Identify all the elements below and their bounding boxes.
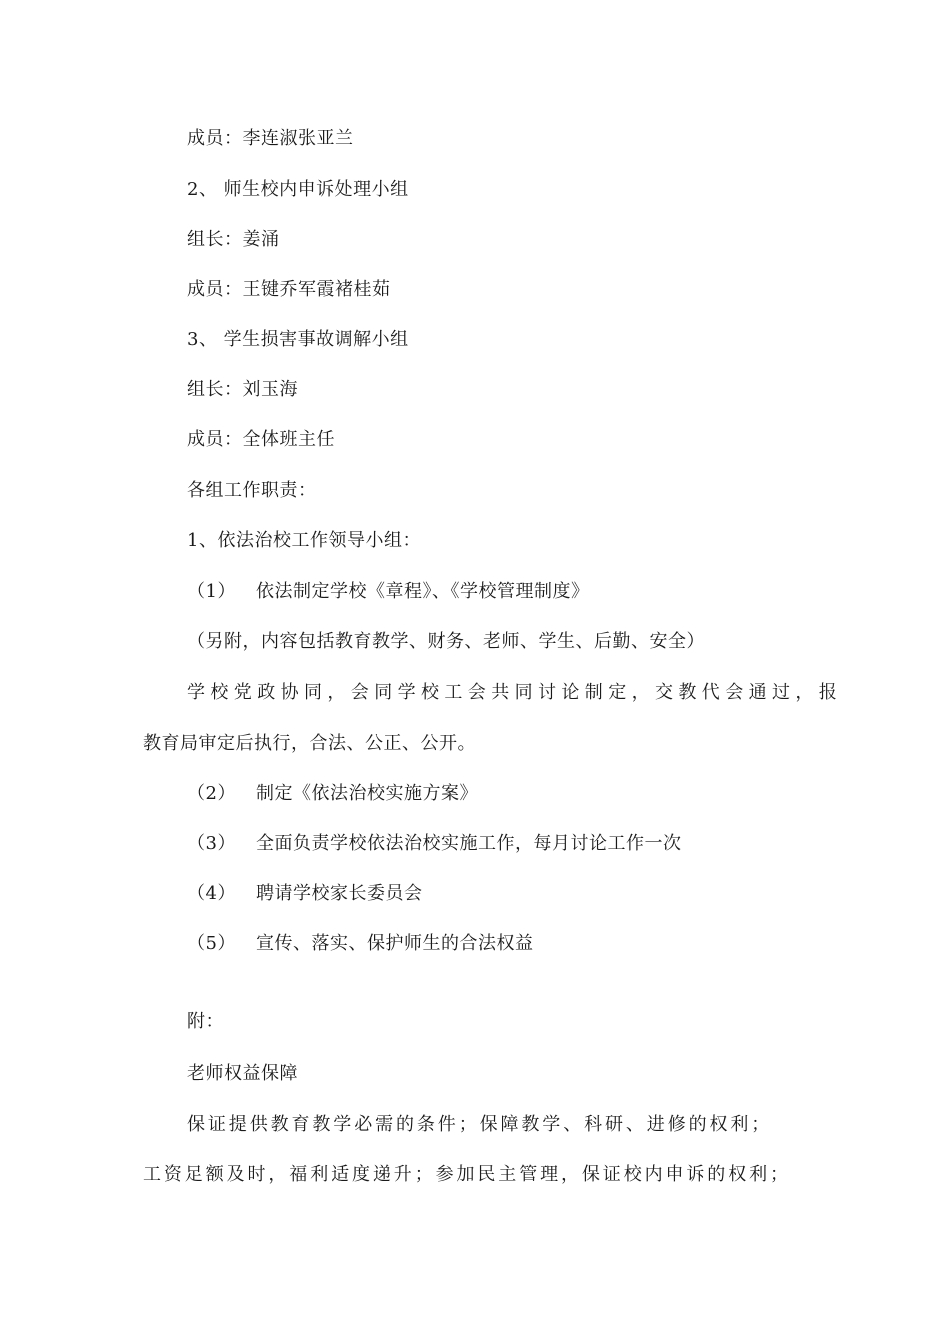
item-number: （2） bbox=[187, 783, 236, 804]
text-line: 保证提供教育教学必需的条件；保障教学、科研、进修的权利； bbox=[187, 1114, 773, 1135]
item-text: 全面负责学校依法治校实施工作，每月讨论工作一次 bbox=[256, 833, 682, 854]
text-line: 3、 学生损害事故调解小组 bbox=[187, 329, 409, 350]
text-line: 教育局审定后执行，合法、公正、公开。 bbox=[143, 733, 476, 754]
item-text: 依法制定学校《章程》、《学校管理制度》 bbox=[256, 581, 590, 602]
text-line: 成员：王键乔军霞褚桂茹 bbox=[187, 279, 391, 300]
text-line: （另附，内容包括教育教学、财务、老师、学生、后勤、安全） bbox=[187, 631, 705, 652]
numbered-item bbox=[187, 882, 423, 906]
item-text: 聘请学校家长委员会 bbox=[256, 883, 423, 904]
item-text: 制定《依法治校实施方案》 bbox=[256, 783, 478, 804]
numbered-item bbox=[187, 832, 682, 856]
numbered-item bbox=[187, 580, 590, 604]
text-line: 成员：李连淑张亚兰 bbox=[187, 128, 354, 149]
item-number: （1） bbox=[187, 581, 236, 602]
text-line: 学校党政协同，会同学校工会共同讨论制定，交教代会通过，报 bbox=[187, 682, 843, 703]
text-line: 1、依法治校工作领导小组： bbox=[187, 530, 421, 551]
text-line: 组长：姜涌 bbox=[187, 229, 280, 250]
text-line: 附： bbox=[187, 1011, 224, 1032]
text-line: 成员：全体班主任 bbox=[187, 429, 335, 450]
text-line: 各组工作职责： bbox=[187, 480, 317, 501]
numbered-item bbox=[187, 782, 478, 806]
numbered-item bbox=[187, 932, 534, 956]
text-line: 2、 师生校内申诉处理小组 bbox=[187, 179, 409, 200]
item-text: 宣传、落实、保护师生的合法权益 bbox=[256, 933, 534, 954]
text-line: 工资足额及时，福利适度递升；参加民主管理，保证校内申诉的权利； bbox=[143, 1164, 791, 1185]
text-line: 组长：刘玉海 bbox=[187, 379, 298, 400]
item-number: （4） bbox=[187, 883, 236, 904]
section-heading: 老师权益保障 bbox=[187, 1063, 298, 1084]
item-number: （5） bbox=[187, 933, 236, 954]
item-number: （3） bbox=[187, 833, 236, 854]
